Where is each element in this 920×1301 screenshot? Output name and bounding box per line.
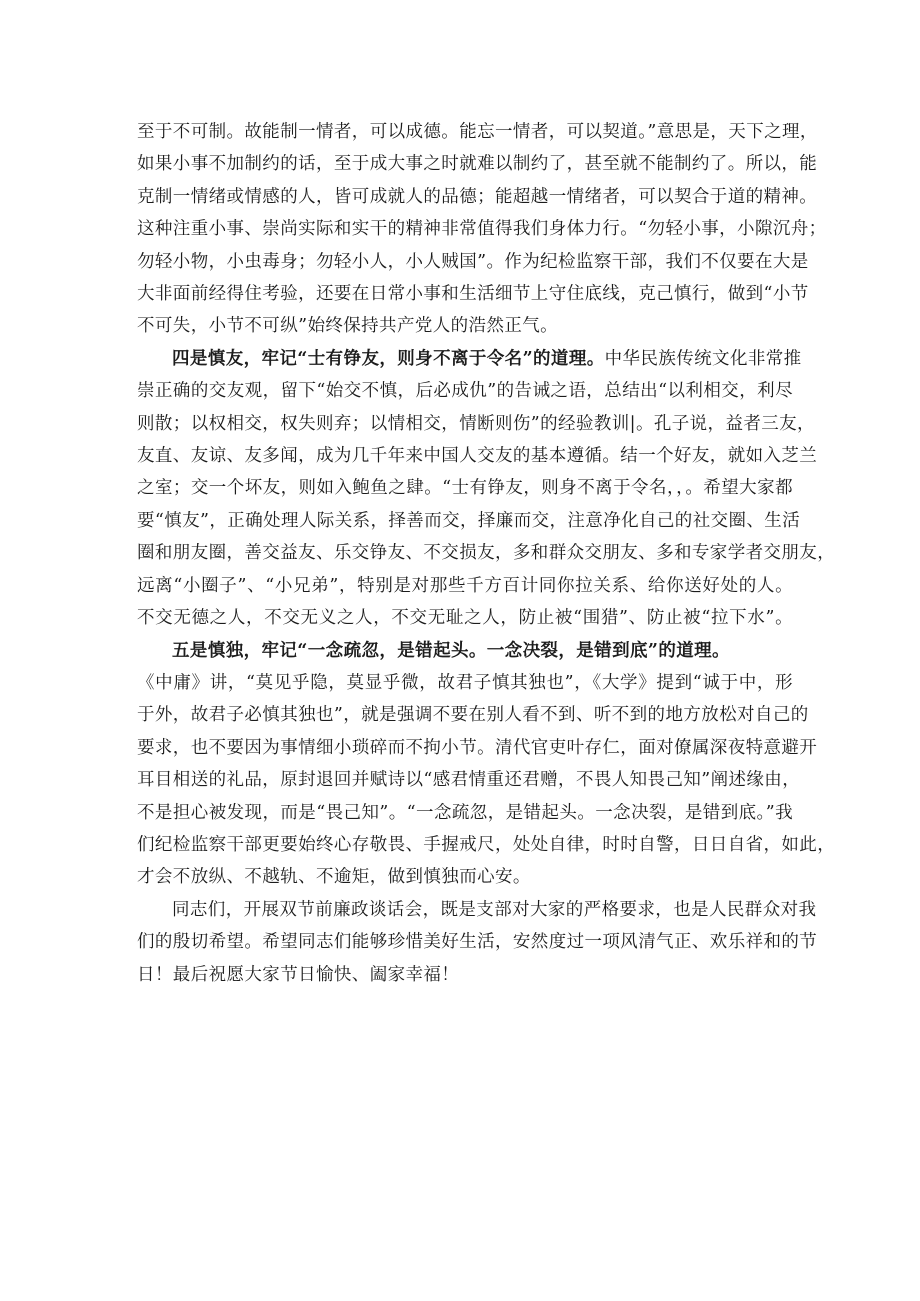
section-shen-du <box>137 635 836 894</box>
section-text: 中华民族传统文化非常推 <box>604 348 802 369</box>
text-line: 崇正确的交友观，留下“始交不慎，后必成仇”的告诫之语，总结出“以利相交，利尽 <box>137 381 793 402</box>
text-line: 如果小事不加制约的话，至于成大事之时就难以制约了，甚至就不能制约了。所以，能 <box>137 154 818 175</box>
text-line: 于外，故君子必慎其独也”，就是强调不要在别人看不到、听不到的地方放松对自己的 <box>137 705 809 726</box>
text-line: 们的殷切希望。希望同志们能够珍惜美好生活，安然度过一项风清气正、欢乐祥和的节 <box>137 932 818 953</box>
text-line: 则散；以权相交，权失则弃；以情相交，情断则伤”的经验教训|。孔子说，益者三友， <box>137 413 815 434</box>
text-line: 圈和朋友圈，善交益友、乐交铮友、不交损友，多和群众交朋友、多和专家学者交朋友， <box>137 543 836 564</box>
text-line: 才会不放纵、不越轨、不逾矩，做到慎独而心安。 <box>137 867 531 888</box>
paragraph-continuation <box>137 116 827 343</box>
text-line: 至于不可制。故能制一情者，可以成德。能忘一情者，可以契道。”意思是，天下之理， <box>137 122 818 142</box>
text-line: 勿轻小物，小虫毒身；勿轻小人，小人贼国”。作为纪检监察干部，我们不仅要在大是 <box>137 251 809 272</box>
text-line: 远离“小圈子”、“小兄弟”，特别是对那些千方百计同你拉关系、给你送好处的人。 <box>137 575 793 596</box>
closing-paragraph <box>137 894 818 991</box>
text-line: 克制一情绪或情感的人，皆可成就人的品德；能超越一情绪者，可以契合于道的精神。 <box>137 186 818 207</box>
document-page <box>137 116 836 991</box>
text-line: 不是担心被发现，而是“畏己知”。“一念疏忽，是错起头。一念决裂，是错到底。”我 <box>137 802 793 823</box>
text-line: 要“慎友”，正确处理人际关系，择善而交，择廉而交，注意净化自己的社交圈、生活 <box>137 510 801 531</box>
section-first-line <box>137 343 802 375</box>
text-line: 耳目相送的礼品，原封退回并赋诗以“感君情重还君赠，不畏人知畏己知”阐述缘由， <box>137 770 801 791</box>
text-line: 友直、友谅、友多闻，成为几千年来中国人交友的基本遵循。结一个好友，就如入芝兰 <box>137 446 818 467</box>
text-line: 日！最后祝愿大家节日愉快、阖家幸福！ <box>137 964 460 985</box>
text-line: 大非面前经得住考验，还要在日常小事和生活细节上守住底线，克己慎行，做到“小节 <box>137 284 809 305</box>
text-line: 不可失，小节不可纵”始终保持共产党人的浩然正气。 <box>137 316 559 337</box>
section-heading: 四是慎友，牢记“士有铮友，则身不离于令名”的道理。 <box>172 348 605 369</box>
text-line: 之室；交一个坏友，则如入鲍鱼之肆。“士有铮友，则身不离于令名，，。希望大家都 <box>137 478 793 499</box>
text-line: 们纪检监察干部更要始终心存敬畏、手握戒尺，处处自律，时时自警，日日自省，如此， <box>137 834 836 855</box>
text-line: 这种注重小事、崇尚实际和实干的精神非常值得我们身体力行。“勿轻小事，小隙沉舟； <box>137 219 827 240</box>
text-line: 要求，也不要因为事情细小琐碎而不拘小节。清代官吏叶存仁，面对僚属深夜特意避开 <box>137 737 818 758</box>
section-shen-you <box>137 343 836 635</box>
text-line: 同志们，开展双节前廉政谈话会，既是支部对大家的严格要求，也是人民群众对我 <box>172 899 817 920</box>
text-line: 不交无德之人，不交无义之人，不交无耻之人，防止被“围猎”、防止被“拉下水”。 <box>137 608 793 629</box>
section-heading: 五是慎独，牢记“一念疏忽，是错起头。一念决裂，是错到底”的道理。 <box>172 640 730 661</box>
text-line: 《中庸》讲，“莫见乎隐，莫显乎微，故君子慎其独也”，《大学》提到“诚于中，形 <box>137 672 793 693</box>
